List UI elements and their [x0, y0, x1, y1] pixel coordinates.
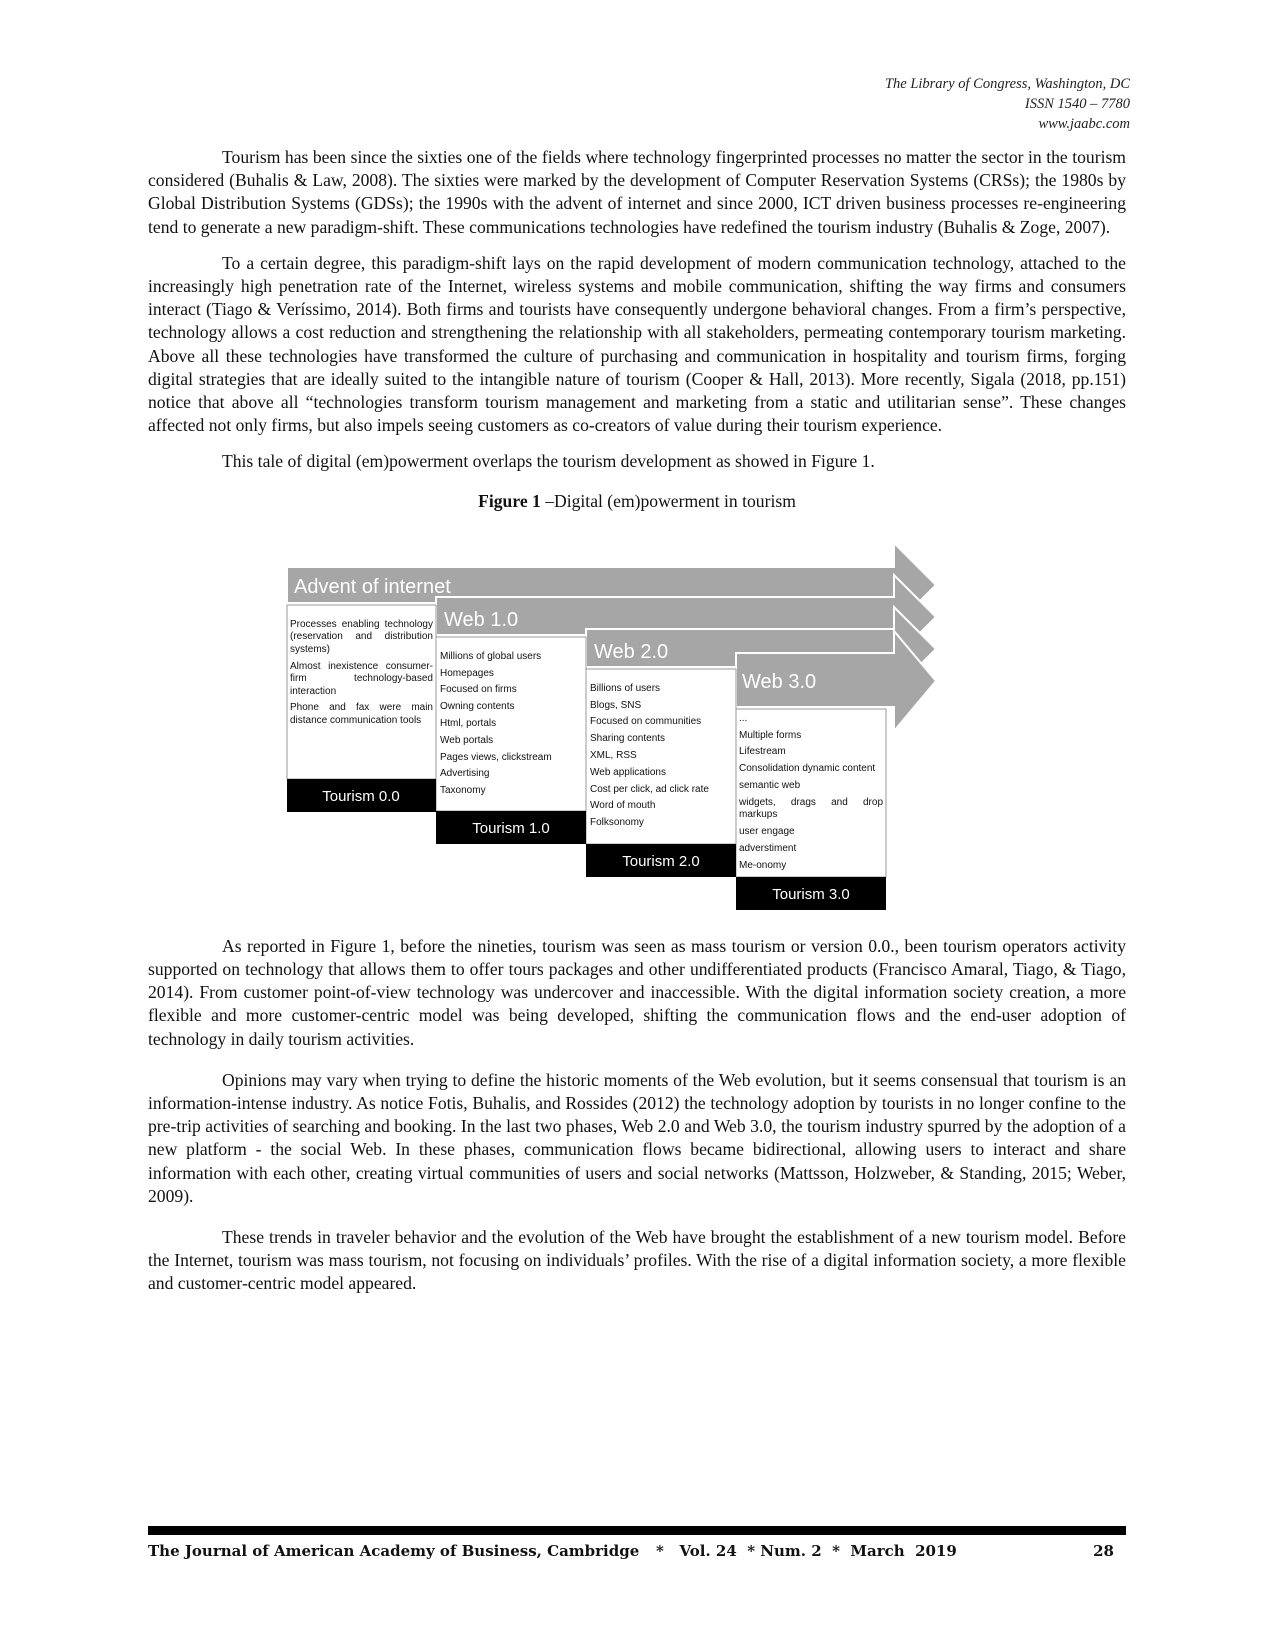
tourism-bar-0	[287, 779, 436, 812]
list-item: Web applications	[590, 766, 666, 778]
column-items-2	[590, 683, 734, 834]
footer-volume-info: * Vol. 24 * Num. 2 * March 2019	[656, 1542, 957, 1560]
list-item: XML, RSS	[590, 750, 637, 762]
list-item: adverstiment	[739, 842, 797, 854]
list-item: Millions of global users	[440, 650, 542, 662]
list-item: Multiple forms	[739, 729, 802, 741]
arrow-label: Web 2.0	[594, 640, 669, 663]
tourism-label: Tourism 2.0	[622, 852, 700, 870]
arrow-label: Web 1.0	[444, 608, 519, 631]
list-item: ...	[739, 712, 748, 724]
tourism-bar-1	[436, 811, 586, 844]
tourism-label: Tourism 1.0	[472, 819, 550, 837]
list-item: Focused on firms	[440, 684, 517, 696]
list-item: Processes enabling technology (reservation and distribution systems)	[290, 618, 433, 655]
paragraph-5: Opinions may vary when trying to define the historic moments of the Web evolution, but it seems consensual that tourism is an information-intense industry. As notice Fotis, Buhalis, and Rossides (2012) the technology adoption by tourists in no longer confine to the pre-trip activities of searching and booking. In the last two phases, Web 2.0 and Web 3.0, the tourism industry spurred by the adoption of a new platform - the social Web. In these phases, communication flows became bidirectional, allowing users to interact and share information with each other, creating virtual communities of users and social networks (Mattsson, Holzweber, & Standing, 2015; Weber, 2009).	[148, 1069, 1126, 1206]
list-item: Billions of users	[590, 682, 661, 694]
list-item: Sharing contents	[590, 733, 666, 745]
list-item: Homepages	[440, 667, 494, 679]
list-item: Owning contents	[440, 701, 515, 713]
arrow-label: Advent of internet	[294, 575, 451, 598]
figure-caption-text: –Digital (em)powerment in tourism	[540, 490, 796, 511]
list-item: Folksonomy	[590, 817, 644, 829]
figure-caption	[148, 490, 1126, 513]
list-item: user engage	[739, 826, 795, 838]
paragraph-4: As reported in Figure 1, before the nineties, tourism was seen as mass tourism or version 0.0., been tourism operators activity supported on technology that allows them to offer tours packages and other undifferentiated products (Francisco Amaral, Tiago, & Tiago, 2014). From customer point-of-view technology was undercover and inaccessible. With the digital information society creation, a more flexible and more customer-centric model was being developed, shifting the communication flows and the end-user adoption of technology in daily tourism activities.	[148, 935, 1126, 1049]
tourism-bar-3	[736, 877, 886, 910]
figure-caption-label: Figure 1	[478, 490, 541, 511]
footer-journal-title: The Journal of American Academy of Business, Cambridge	[148, 1542, 640, 1560]
list-item: widgets, drags and drop markups	[739, 796, 883, 821]
list-item: Word of mouth	[590, 800, 656, 812]
list-item: Lifestream	[739, 746, 786, 758]
list-item: Consolidation dynamic content	[739, 763, 876, 775]
column-items-3	[739, 713, 883, 877]
list-item: Almost inexistence consumer-firm technology-based interaction	[290, 660, 433, 697]
tourism-bar-2	[586, 844, 736, 877]
list-item: Advertising	[440, 768, 490, 780]
footer-rule	[148, 1526, 1126, 1535]
list-item: Me-onomy	[739, 859, 787, 871]
article-body	[148, 146, 1126, 1309]
figure-1-diagram	[148, 523, 1126, 923]
list-item: Focused on communities	[590, 716, 702, 728]
list-item: Blogs, SNS	[590, 699, 642, 711]
tourism-label: Tourism 3.0	[772, 885, 850, 903]
list-item: Phone and fax were main distance communication tools	[290, 702, 433, 726]
tourism-label: Tourism 0.0	[322, 787, 400, 805]
paragraph-1: Tourism has been since the sixties one of the fields where technology fingerprinted processes no matter the sector in the tourism considered (Buhalis & Law, 2008). The sixties were marked by the development of Computer Reservation Systems (CRSs); the 1980s by Global Distribution Systems (GDSs); the 1990s with the advent of internet and since 2000, ICT driven business processes re-engineering tend to generate a new paradigm-shift. These communications technologies have redefined the tourism industry (Buhalis & Zoge, 2007).	[148, 147, 1126, 237]
list-item: Taxonomy	[440, 785, 486, 797]
column-items-1	[440, 651, 584, 802]
list-item: semantic web	[739, 780, 801, 792]
paragraph-3: This tale of digital (em)powerment overlaps the tourism development as showed in Figure 1.	[222, 451, 875, 472]
running-header	[730, 74, 1130, 134]
column-items-0	[290, 619, 433, 732]
list-item: Html, portals	[440, 718, 497, 730]
header-url: www.jaabc.com	[1038, 116, 1130, 132]
list-item: Web portals	[440, 734, 494, 746]
header-issn: ISSN 1540 – 7780	[1024, 96, 1130, 112]
list-item: Pages views, clickstream	[440, 751, 552, 763]
page-number: 28	[1093, 1542, 1114, 1560]
paragraph-6: These trends in traveler behavior and the evolution of the Web have brought the establishment of a new tourism model. Before the Internet, tourism was mass tourism, not focusing on individuals’ profiles. With the rise of a digital information society, a more flexible and customer-centric model appeared.	[148, 1227, 1126, 1294]
paragraph-2: To a certain degree, this paradigm-shift lays on the rapid development of modern communication technology, attached to the increasingly high penetration rate of the Internet, wireless systems and mobile communication, shifting the way firms and consumers interact (Tiago & Veríssimo, 2014). Both firms and tourists have consequently undergone behavioral changes. From a firm’s perspective, technology allows a cost reduction and strengthening the relationship with all stakeholders, permeating contemporary tourism marketing. Above all these technologies have transformed the culture of purchasing and communication in hospitality and tourism firms, forging digital strategies that are ideally suited to the intangible nature of tourism (Cooper & Hall, 2013). More recently, Sigala (2018, pp.151) notice that above all “technologies transform tourism management and marketing from a static and utilitarian sense”. These changes affected not only firms, but also impels seeing customers as co-creators of value during their tourism experience.	[148, 252, 1126, 436]
header-library: The Library of Congress, Washington, DC	[884, 76, 1130, 92]
list-item: Cost per click, ad click rate	[590, 783, 709, 795]
arrow-label: Web 3.0	[742, 670, 817, 693]
